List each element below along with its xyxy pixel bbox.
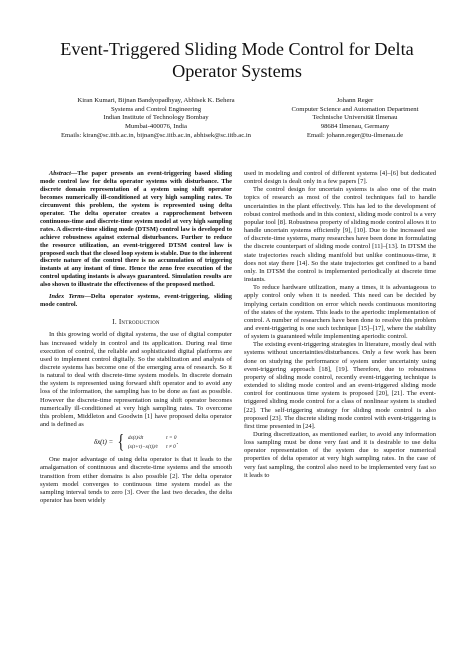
body-paragraph: The control design for uncertain systems is also one of the main topics of research as most of the control techniques fail to handle uncertainties in the plant effectively. This has led to the development of robust control methods and in this context, sliding mode control is a very popular tool [8]. Robustness property of sliding mode control allows it to handle uncertain systems efficiently [9], [10]. Due to the increased use of discrete-time systems, many researches have been done in formulating the discrete counterpart of sliding mode control [11]–[13]. In DTSM the state trajectories reach sliding manifold but unlike continuous-time, it does not stay there [14]. So the state trajectories get confined to a band only. In DTSM the control is implemented periodically at discrete time instants.	[244, 186, 436, 284]
index-terms-lead: Index Terms	[49, 293, 85, 301]
intro-paragraph: One major advantage of using delta operator is that it leads to the amalgamation of continuous and discrete-time systems and the smooth transition from either domains is also possible [2]. The delta operator system model converges to continuous time system model as the sampling interval tends to zero [3]. Over the last two decades, the delta operator has been widely	[40, 456, 232, 505]
intro-paragraph: In this growing world of digital systems, the use of digital computer has increased widely in control and its application. During real time execution of control, the reliable and sophisticated digital platforms are used to implement control digitally. So the stabilization and analysis of discrete systems has become one of the emerging area of research. So it is natural to deal with discrete-time system models. In discrete domain the system is represented using forward shift operator and to avoid any loss of the information, the sampling has to be done as fast as possible. However the discrete-time representation using shift operator becomes numerically ill-conditioned at very high sampling rates. To overcome this problem, Middleton and Goodwin [1] have proposed delta operator and is defined as	[40, 331, 232, 429]
body-paragraph: The existing event-triggering strategies in literature, mostly deal with systems without uncertainties/disturbances. Only a few work has been done on studying the performance of system under uncertainty using event-triggering approach [18], [19]. Therefore, due to robustness property of sliding mode control, recently event-triggering technique is extended to sliding mode control and an event-triggered sliding mode control for continuous time system is proposed [20], [21]. The event-triggered sliding mode control for a class of nonlinear system is studied [22]. The self-triggering strategy for sliding mode control is also proposed [23]. The discrete sliding mode control with event-triggering is first time presented in [24].	[244, 341, 436, 430]
author-city: 98684 Ilmenau, Germany	[320, 123, 390, 131]
body-paragraph: During discretization, as mentioned earlier, to avoid any information loss sampling must be done very fast and it is desirable to use delta operator representation of the system due to superior numerical properties of delta operator at very high sampling rates. In the case of very fast sampling, the control also need to be implemented very fast so it leads to	[244, 431, 436, 479]
author-block-right	[272, 97, 438, 141]
equation-expression: (x(t+τ)−x(t))/τ	[127, 443, 158, 450]
equation-case-row	[128, 434, 177, 442]
equation-condition: τ = 0	[165, 434, 177, 441]
right-column	[244, 170, 436, 480]
paper-title	[20, 38, 454, 82]
index-terms	[40, 293, 232, 309]
title-line: Operator Systems	[172, 61, 302, 81]
author-institute: Technische Universität Ilmenau	[312, 114, 398, 122]
equation-cases	[128, 434, 177, 451]
equation-lhs: δx(t) =	[93, 438, 114, 447]
abstract-lead: Abstract	[49, 170, 71, 177]
index-terms-body: —Delta operator systems, event-triggering, sliding mode control.	[40, 293, 232, 309]
body-paragraph: To reduce hardware utilization, many a times, it is advantageous to apply control only when it is needed. This need can be decided by implying certain condition on error which needs continuous monitoring of the states of the system. This leads to the aperiodic implementation of control. A number of researchers have been done to resolve this problem and event-triggering is one such technique [15]–[17], where the stability of system is guaranteed while implementing aperiodic control.	[244, 284, 436, 341]
equation-expression: dx(t)/dt	[127, 434, 144, 441]
title-line: Event-Triggered Sliding Mode Control for Delta	[60, 39, 414, 59]
delta-operator-equation	[40, 431, 232, 453]
equation-case-row	[128, 443, 177, 451]
author-name: Johann Reger	[336, 97, 374, 104]
author-institute: Indian Institute of Technology Bombay	[103, 114, 209, 122]
author-block-left	[36, 97, 276, 141]
author-city: Mumbai-400076, India	[124, 123, 188, 131]
equation-brace: {	[117, 431, 125, 454]
abstract	[40, 170, 232, 289]
equation-condition: τ ≠ 0	[165, 443, 176, 450]
author-department: Computer Science and Automation Department	[291, 105, 419, 113]
author-department: Systems and Control Engineering	[110, 105, 202, 113]
author-names: Kiran Kumari, Bijnan Bandyopadhyay, Abhisek K. Behera	[77, 97, 235, 104]
author-emails: Emails: kiran@sc.iitb.ac.in, bijnan@sc.iitb.ac.in, abhisek@sc.iitb.ac.in	[60, 131, 252, 139]
left-column	[40, 170, 232, 505]
section-heading: I. Introduction	[112, 318, 160, 327]
author-email: Email: johann.reger@tu-ilmenau.de	[306, 131, 404, 139]
body-paragraph: used in modeling and control of different systems [4]–[6] but dedicated control design is dealt only in a few papers [7].	[244, 170, 436, 186]
abstract-body: —The paper presents an event-triggering based sliding mode control law for delta operator systems with disturbance. The discrete domain representation of a system using shift operator becomes numerically ill-conditioned at very high sampling rates. To circumvent this problem, the system is represented using delta operator. The delta operator creates a rapprochement between continuous-time and discrete-time system model at very high sampling rates. A discrete-time sliding mode (DTSM) control law is developed to achieve robustness against external disturbances. Further to reduce the resource utilization, an event-triggered DTSM control law is proposed such that the closed loop system is stable. Due to the inherent discrete nature of the control there is no accumulation of triggering instants at any instant of time. Hence the zeno free execution of the control updating instants is always guaranteed. Simulation results are also shown to illustrate the effectiveness of the proposed method.	[40, 170, 232, 289]
equation-period: .	[176, 438, 179, 447]
